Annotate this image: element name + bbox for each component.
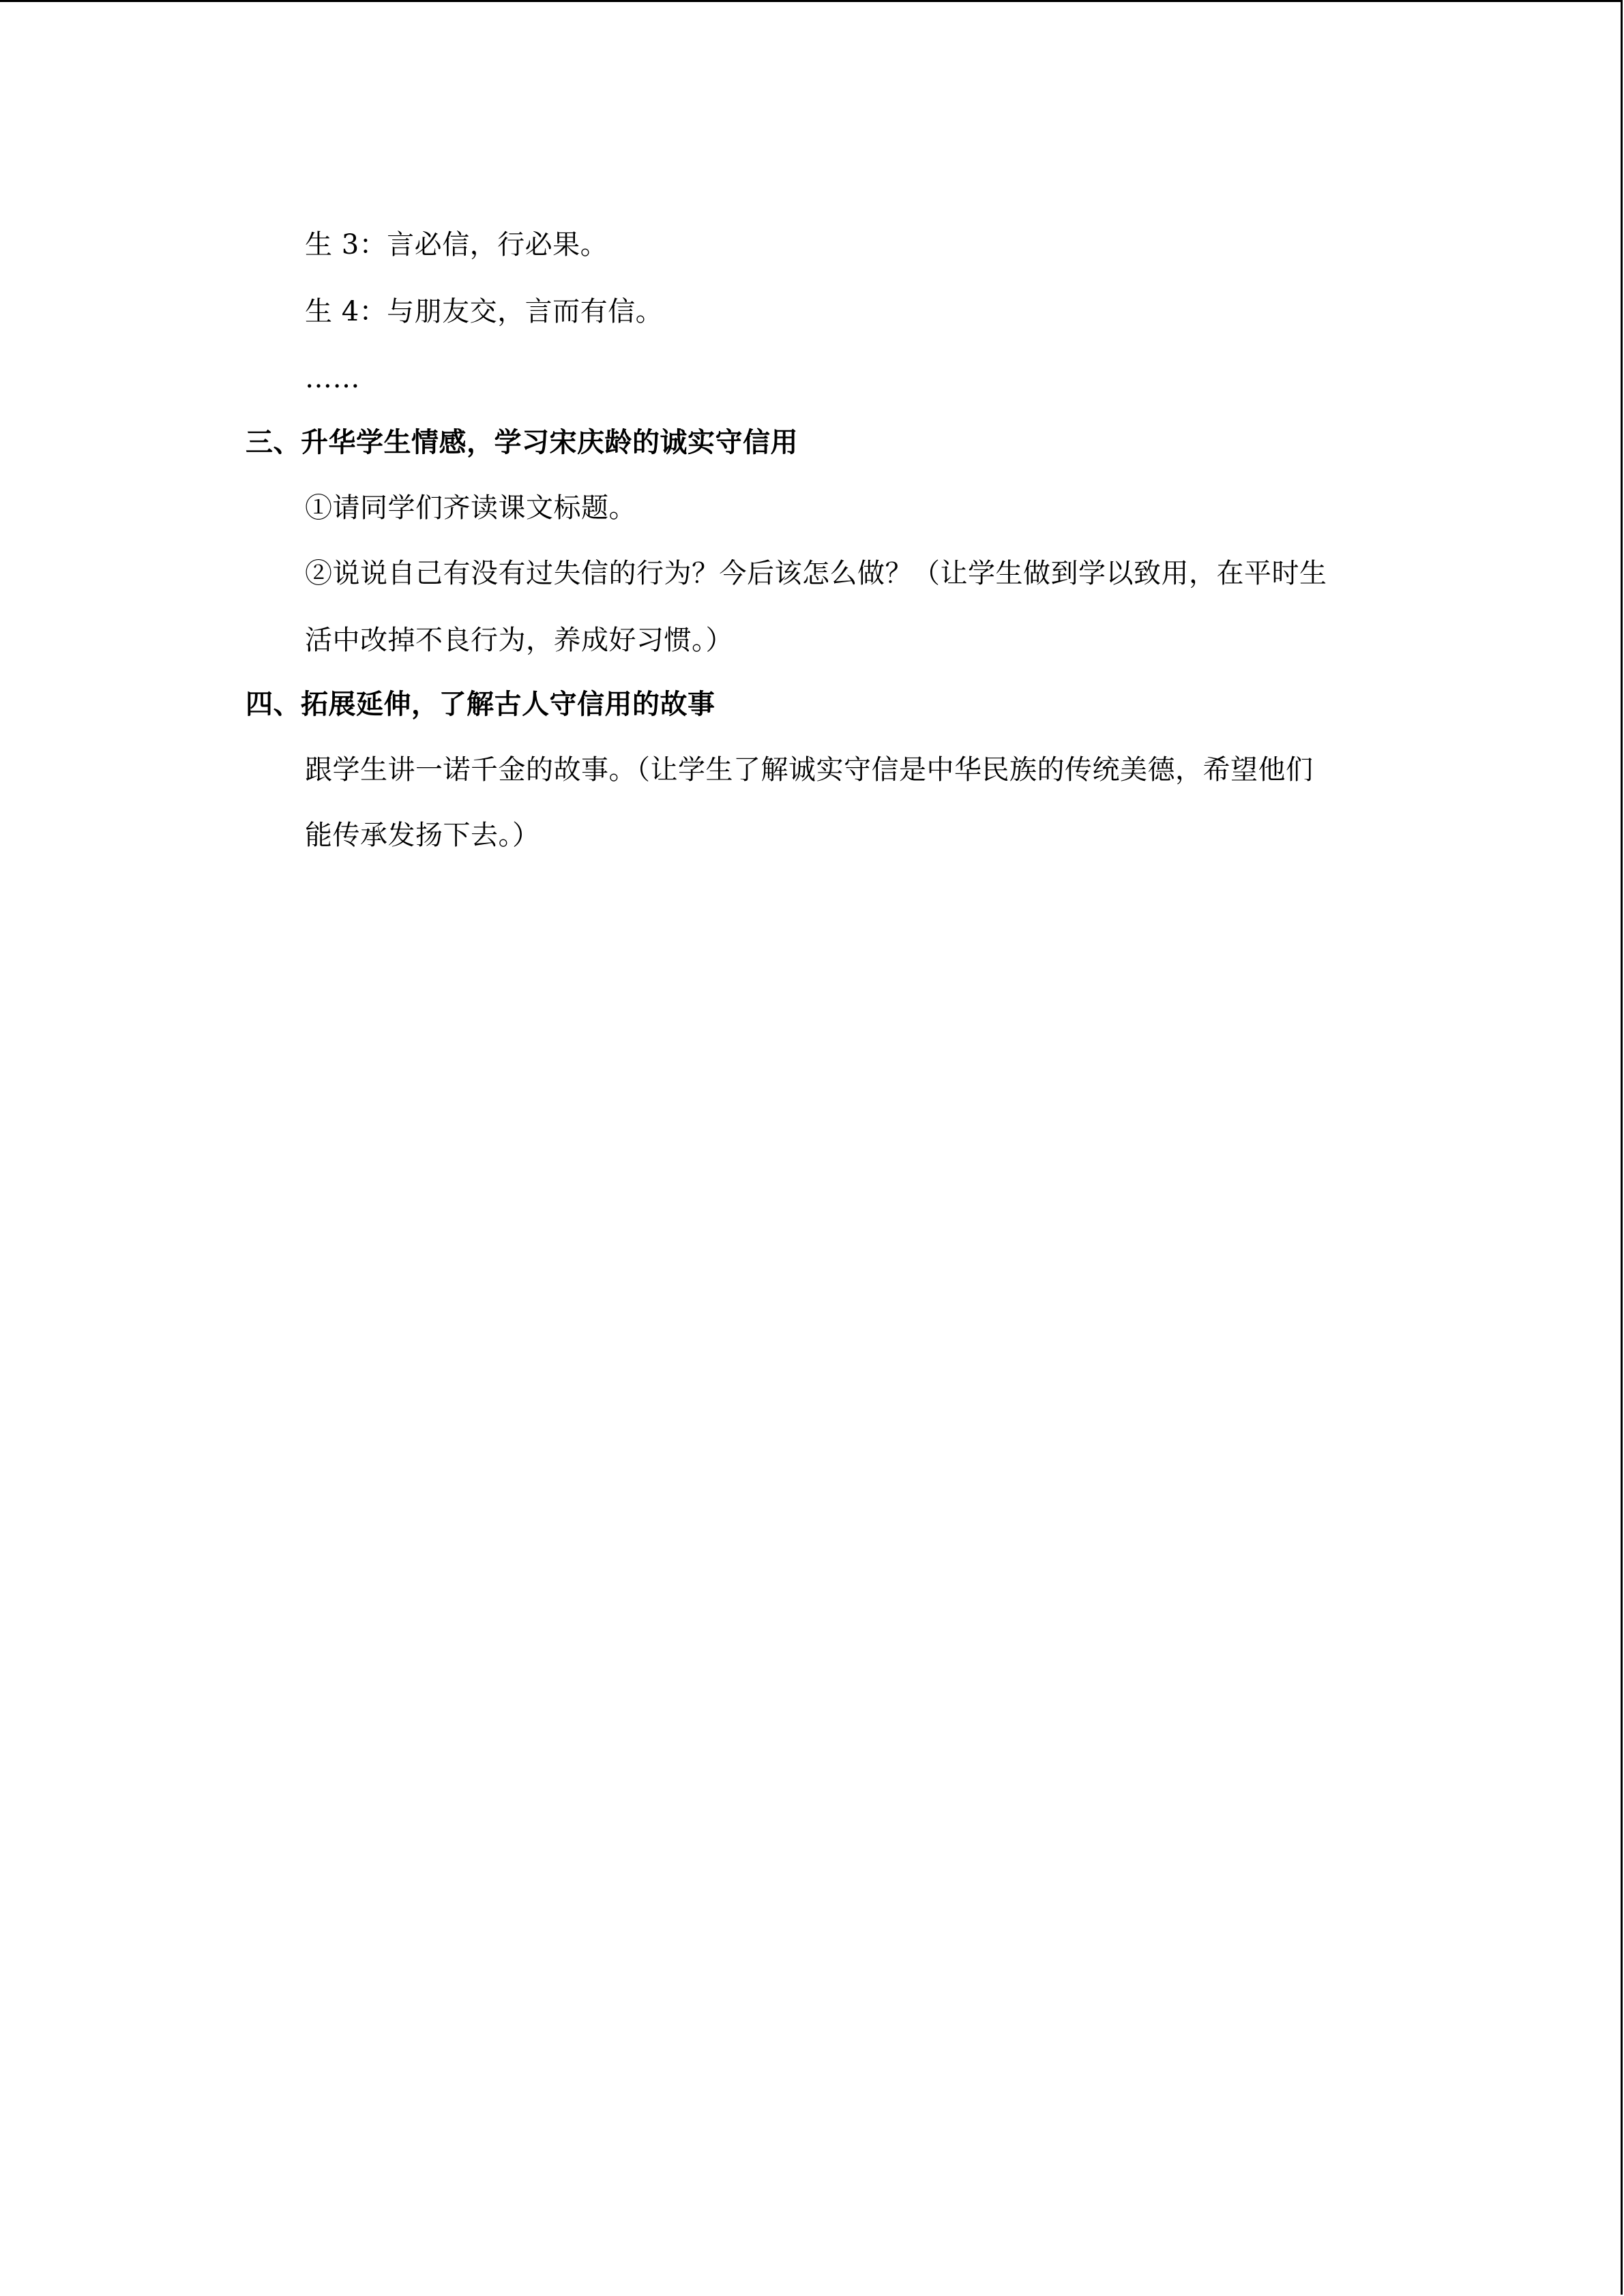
section-heading-4: 四、拓展延伸，了解古人守信用的故事 xyxy=(246,688,715,720)
story-paragraph-line-1: 跟学生讲一诺千金的故事。（让学生了解诚实守信是中华民族的传统美德，希望他们 xyxy=(305,754,1314,786)
story-paragraph-line-2: 能传承发扬下去。） xyxy=(305,820,540,851)
section-heading-3: 三、升华学生情感，学习宋庆龄的诚实守信用 xyxy=(246,426,798,458)
student-answer-3: 生 3：言必信，行必果。 xyxy=(305,229,608,260)
ellipsis: …… xyxy=(305,363,360,394)
step-1: ①请同学们齐读课文标题。 xyxy=(305,492,636,524)
step-2-line-1: ②说说自己有没有过失信的行为？今后该怎么做？（让学生做到学以致用，在平时生 xyxy=(305,558,1327,589)
step-2-line-2: 活中改掉不良行为，养成好习惯。） xyxy=(305,625,733,656)
student-answer-4: 生 4：与朋友交，言而有信。 xyxy=(305,296,664,327)
